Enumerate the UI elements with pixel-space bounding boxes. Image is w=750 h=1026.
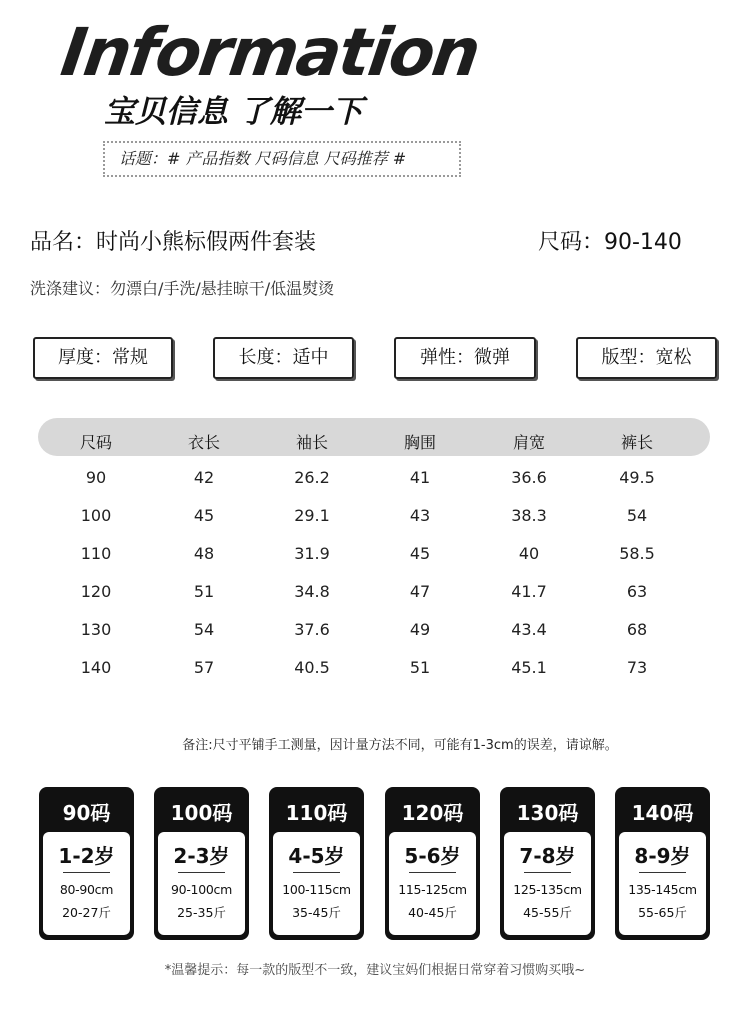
table-cell: 130 [80,620,112,639]
card-size-label: 90码 [62,801,111,825]
table-cell: 26.2 [294,468,330,487]
card-divider [409,872,456,873]
table-cell: 51 [193,582,215,601]
card-weight: 20-27斤 [62,905,111,920]
card-size-label: 120码 [401,801,464,825]
card-body [273,832,360,935]
card-body [619,832,706,935]
table-cell: 49 [409,620,431,639]
card-body [389,832,476,935]
card-weight: 45-55斤 [523,905,572,920]
hero-subtitle: 宝贝信息 了解一下 [104,94,363,130]
table-cell: 42 [193,468,215,487]
table-cell: 45.1 [511,658,547,677]
product-name: 品名：时尚小熊标假两件套装 [30,230,317,255]
table-cell: 140 [80,658,112,677]
table-cell: 51 [409,658,431,677]
table-cell: 40 [518,544,540,563]
table-cell: 36.6 [511,468,547,487]
column-header: 尺码 [79,433,112,452]
card-height: 80-90cm [59,882,114,897]
table-cell: 100 [80,506,112,525]
table-cell: 41.7 [511,582,547,601]
hero-title: Information [56,14,484,91]
attribute-length: 长度：适中 [213,337,354,379]
table-cell: 90 [85,468,107,487]
table-cell: 29.1 [294,506,330,525]
card-body [158,832,245,935]
column-header: 肩宽 [512,433,545,452]
card-size-label: 130码 [516,801,579,825]
table-cell: 38.3 [511,506,547,525]
card-age: 7-8岁 [519,844,576,868]
card-height: 125-135cm [513,882,582,897]
card-size-label: 100码 [170,801,233,825]
column-header: 袖长 [295,433,328,452]
table-cell: 48 [193,544,215,563]
card-weight: 55-65斤 [638,905,687,920]
table-cell: 110 [80,544,112,563]
size-card [39,787,134,940]
table-cell: 41 [409,468,431,487]
card-height: 100-115cm [282,882,351,897]
size-card [500,787,595,940]
measurement-note: 备注:尺寸平铺手工测量，因计量方法不同，可能有1-3cm的误差，请谅解。 [182,738,618,753]
attribute-fit: 版型：宽松 [576,337,717,379]
column-header: 裤长 [620,433,653,452]
card-height: 90-100cm [171,882,232,897]
warm-tip: *温馨提示：每一款的版型不一致，建议宝妈们根据日常穿着习惯购买哦~ [164,963,586,978]
card-age: 4-5岁 [288,844,345,868]
table-cell: 120 [80,582,112,601]
wash-advice: 洗涤建议：勿漂白/手洗/悬挂晾干/低温熨烫 [30,279,335,298]
table-cell: 63 [626,582,648,601]
table-cell: 49.5 [619,468,655,487]
size-card [154,787,249,940]
card-weight: 35-45斤 [292,905,341,920]
size-card [269,787,364,940]
topic-tags: 话题：# 产品指数 尺码信息 尺码推荐 # [103,141,461,177]
table-cell: 45 [193,506,215,525]
size-range: 尺码：90-140 [538,230,682,255]
card-height: 115-125cm [398,882,467,897]
card-body [43,832,130,935]
card-divider [524,872,571,873]
attribute-elasticity: 弹性：微弹 [394,337,536,379]
card-age: 5-6岁 [404,844,461,868]
card-size-label: 110码 [285,801,348,825]
card-divider [639,872,686,873]
table-cell: 54 [626,506,648,525]
table-cell: 68 [626,620,648,639]
card-size-label: 140码 [631,801,694,825]
table-cell: 34.8 [294,582,330,601]
card-body [504,832,591,935]
attribute-thickness: 厚度：常规 [33,337,173,379]
column-header: 胸围 [403,433,436,452]
card-weight: 40-45斤 [408,905,457,920]
table-cell: 58.5 [619,544,655,563]
card-divider [63,872,110,873]
table-cell: 31.9 [294,544,330,563]
table-cell: 40.5 [294,658,330,677]
card-age: 1-2岁 [58,844,115,868]
card-height: 135-145cm [628,882,697,897]
card-weight: 25-35斤 [177,905,226,920]
card-divider [178,872,225,873]
card-age: 2-3岁 [173,844,230,868]
card-age: 8-9岁 [634,844,691,868]
column-header: 衣长 [187,433,220,452]
size-card [615,787,710,940]
table-cell: 57 [193,658,215,677]
table-cell: 43.4 [511,620,547,639]
table-cell: 73 [626,658,648,677]
card-divider [293,872,340,873]
table-cell: 54 [193,620,215,639]
size-card [385,787,480,940]
table-cell: 45 [409,544,431,563]
table-cell: 37.6 [294,620,330,639]
table-cell: 43 [409,506,431,525]
table-cell: 47 [409,582,431,601]
